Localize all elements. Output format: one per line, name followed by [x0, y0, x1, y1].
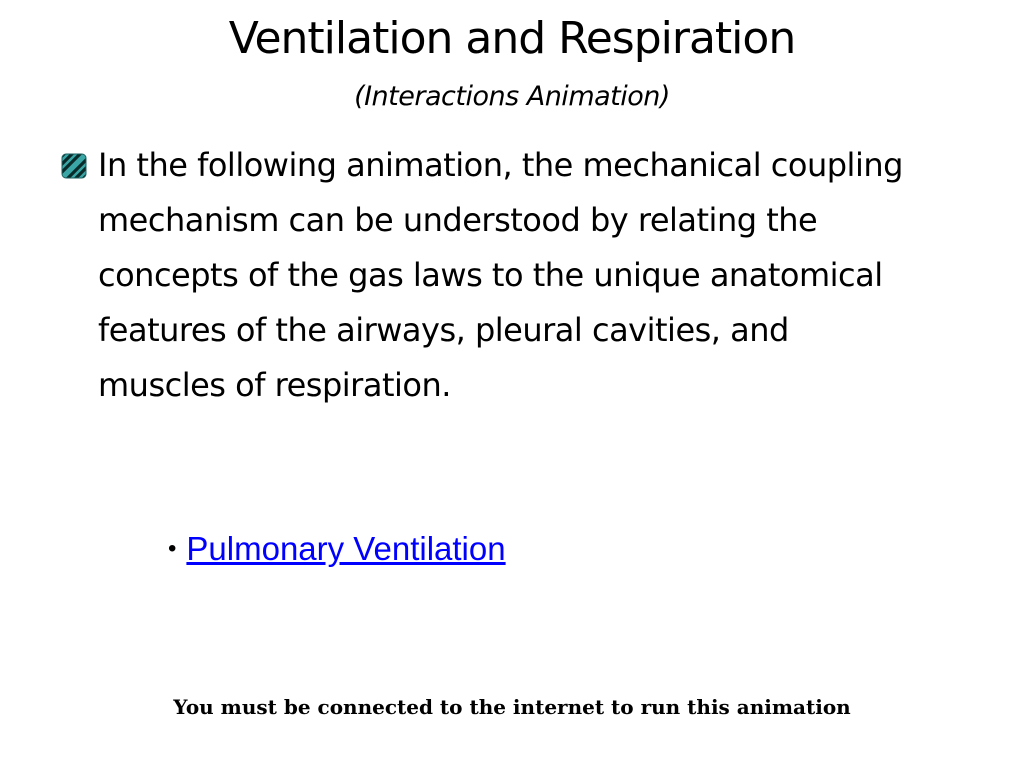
- link-bullet: •: [168, 535, 177, 562]
- link-list-item: [168, 525, 506, 573]
- slide-subtitle: (Interactions Animation): [354, 81, 670, 112]
- slide-title: Ventilation and Respiration: [228, 13, 796, 64]
- pulmonary-ventilation-link[interactable]: Pulmonary Ventilation: [186, 530, 506, 567]
- bullet-text: In the following animation, the mechanical coupling mechanism can be understood by relating the concepts of the gas laws to the unique anatomical features of the airways, pleural cavities, and muscles of respiration.: [98, 146, 903, 404]
- footer-note: You must be connected to the internet to run this animation: [173, 695, 851, 719]
- striped-square-bullet-icon: [60, 152, 88, 180]
